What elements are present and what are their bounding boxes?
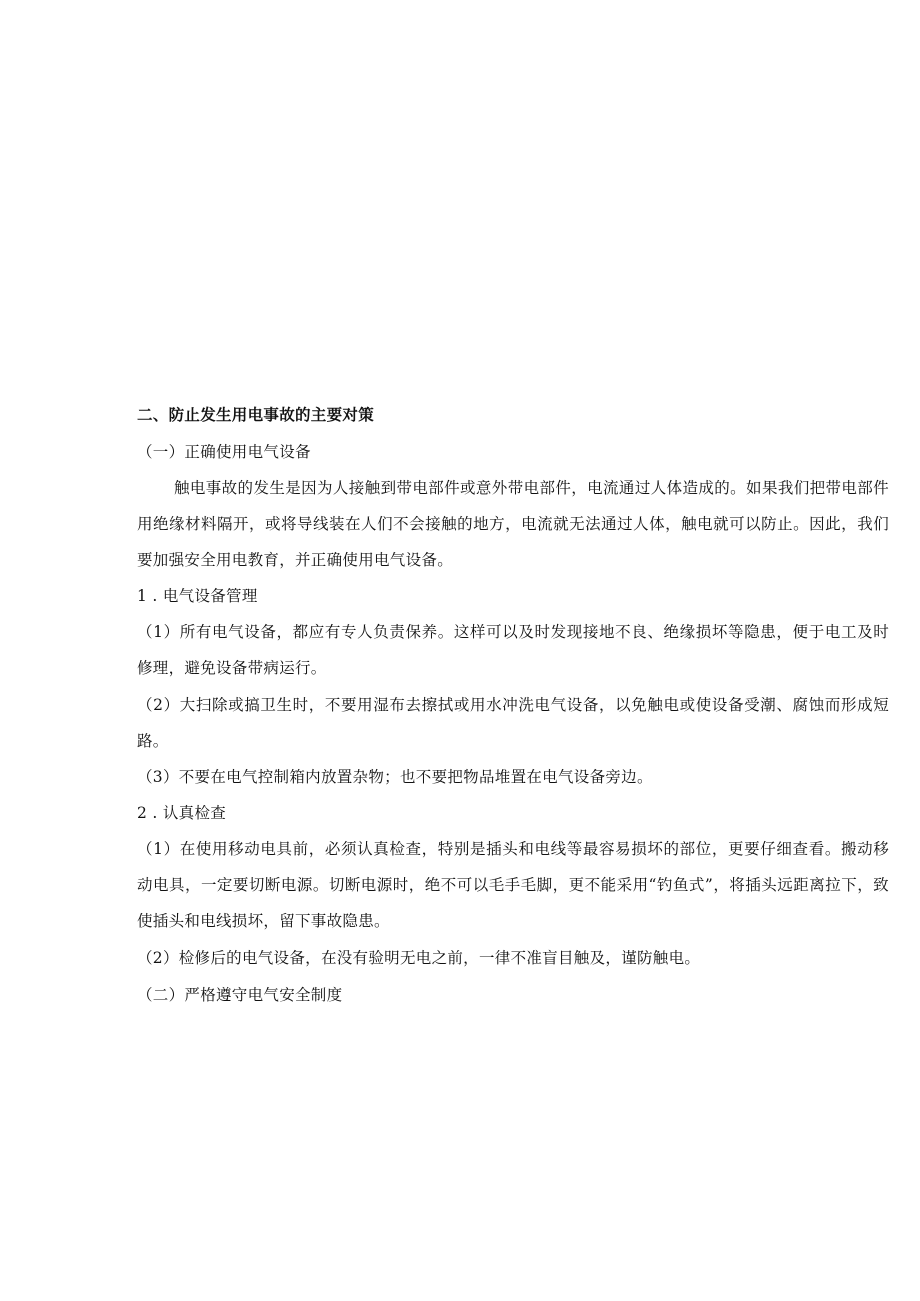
item-1-paragraph-3: （3）不要在电气控制箱内放置杂物；也不要把物品堆置在电气设备旁边。 (137, 768, 653, 786)
item-2-paragraph-2: （2）检修后的电气设备，在没有验明无电之前，一律不准盲目触及，谨防触电。 (137, 949, 701, 967)
intro-paragraph: 触电事故的发生是因为人接触到带电部件或意外带电部件，电流通过人体造成的。如果我们把带电部件用绝缘材料隔开，或将导线装在人们不会接触的地方，电流就无法通过人体，触电就可以防止。因此，我们要加强安全用电教育，并正确使用电气设备。 (137, 479, 889, 569)
item-1-title: 1 . 电气设备管理 (137, 587, 258, 605)
section-title: 二、防止发生用电事故的主要对策 (137, 406, 375, 424)
item-1-paragraph-1: （1）所有电气设备，都应有专人负责保养。这样可以及时发现接地不良、绝缘损坏等隐患，便于电工及时修理，避免设备带病运行。 (137, 623, 889, 677)
subsection-title-2: （二）严格遵守电气安全制度 (137, 986, 343, 1004)
item-2-paragraph-1: （1）在使用移动电具前，必须认真检查，特别是插头和电线等最容易损坏的部位，更要仔细查看。搬动移动电具，一定要切断电源。切断电源时，绝不可以毛手毛脚，更不能采用“钓鱼式”，将插头远距离拉下，致使插头和电线损坏，留下事故隐患。 (137, 840, 889, 930)
subsection-title-1: （一）正确使用电气设备 (137, 443, 311, 461)
item-1-paragraph-2: （2）大扫除或搞卫生时，不要用湿布去擦拭或用水冲洗电气设备，以免触电或使设备受潮、腐蚀而形成短路。 (137, 696, 889, 750)
item-2-title: 2 . 认真检查 (137, 804, 227, 822)
